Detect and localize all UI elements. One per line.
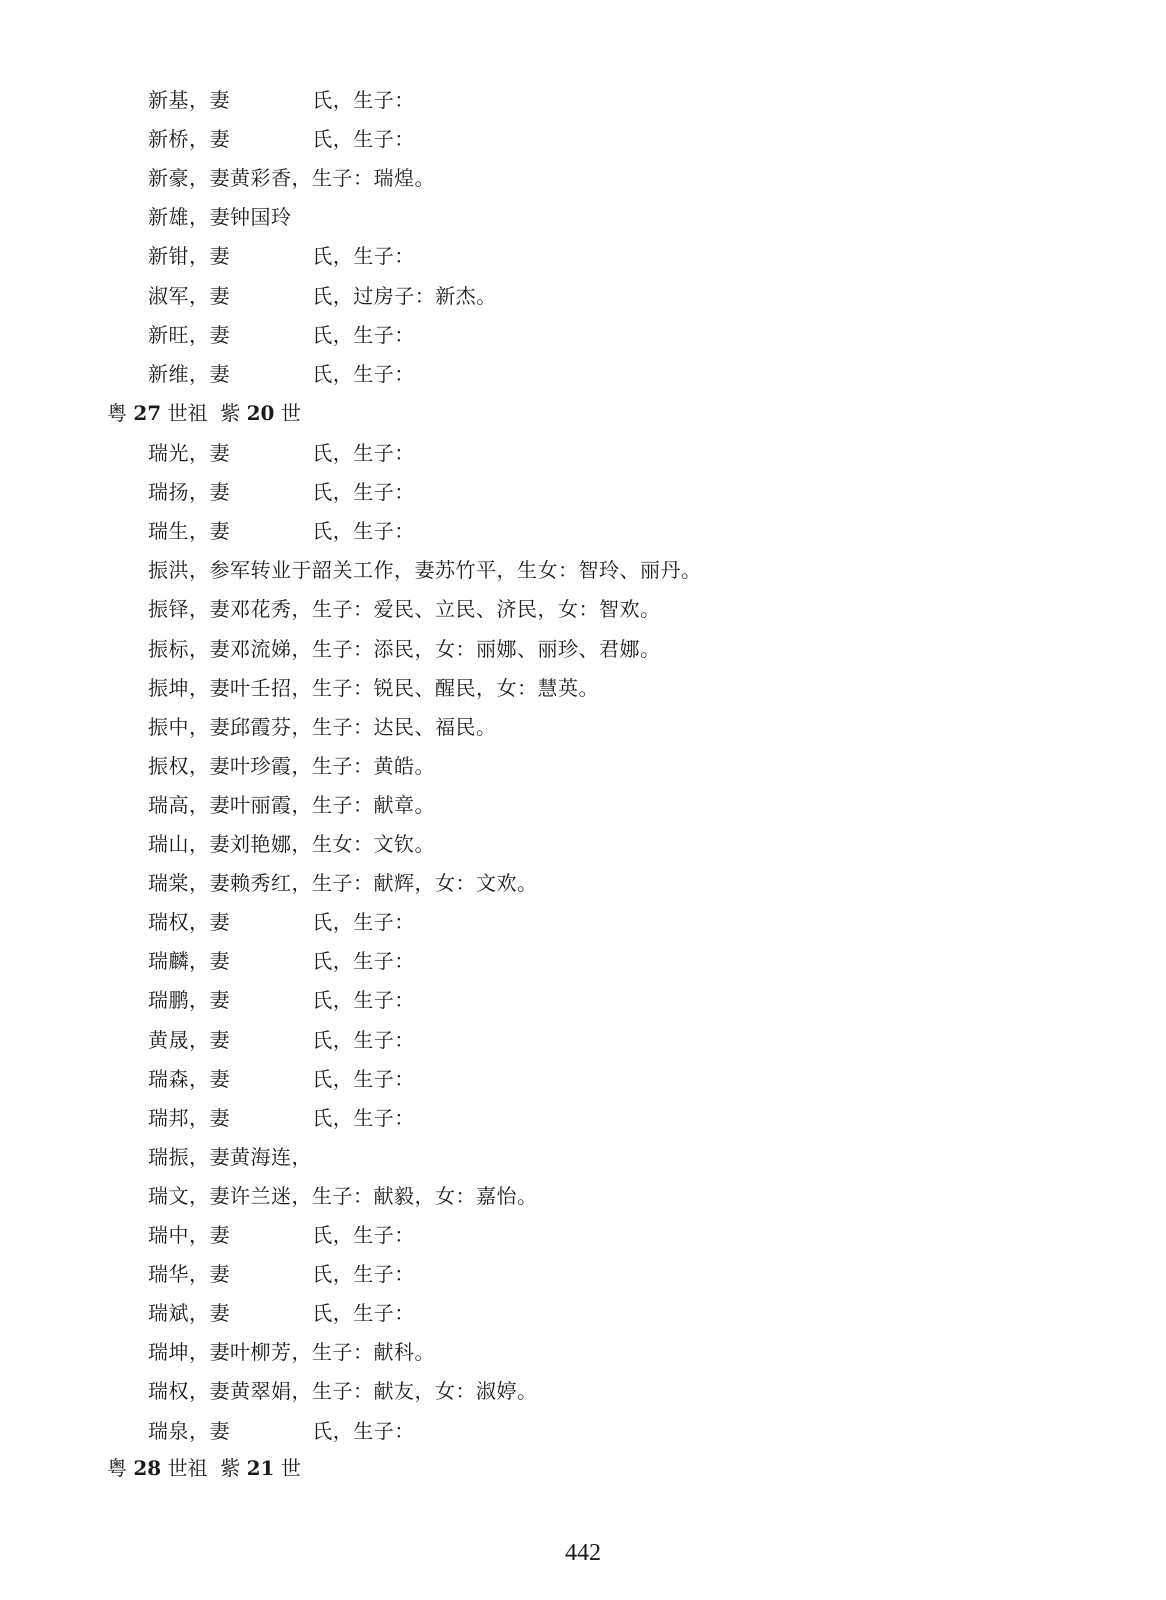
generation-heading-28 [107,1455,301,1481]
heading-label-a: 世祖 [167,401,208,425]
genealogy-entry: 新旺，妻 氏，生子： [148,322,415,347]
genealogy-entry: 瑞森，妻 氏，生子： [148,1066,415,1091]
genealogy-entry: 振中，妻邱霞芬，生子：达民、福民。 [148,714,497,739]
genealogy-entry: 黄晟，妻 氏，生子： [148,1027,415,1052]
heading-prefix: 粤 [107,401,127,425]
genealogy-entry: 新桥，妻 氏，生子： [148,127,415,152]
genealogy-entry: 瑞振，妻黄海连， [148,1144,312,1169]
genealogy-entry: 振标，妻邓流娣，生子：添民，女：丽娜、丽珍、君娜。 [148,636,661,661]
genealogy-entry: 瑞华，妻 氏，生子： [148,1262,415,1287]
heading-middle: 紫 [220,401,241,425]
page-number: 442 [565,1540,601,1566]
genealogy-entry: 振铎，妻邓花秀，生子：爱民、立民、济民，女：智欢。 [148,597,661,622]
genealogy-entry: 振坤，妻叶壬招，生子：锐民、醒民，女：慧英。 [148,675,599,700]
genealogy-entry: 淑军，妻 氏，过房子：新杰。 [148,283,497,308]
genealogy-entry: 瑞斌，妻 氏，生子： [148,1301,415,1326]
genealogy-entry: 振洪，参军转业于韶关工作，妻苏竹平，生女：智玲、丽丹。 [148,558,702,583]
genealogy-entry: 瑞坤，妻叶柳芳，生子：献科。 [148,1340,435,1365]
genealogy-entry: 瑞文，妻许兰迷，生子：献毅，女：嘉怡。 [148,1183,538,1208]
heading-generation-b: 20 [246,401,275,425]
heading-generation-a: 28 [133,1456,162,1480]
genealogy-entry: 瑞邦，妻 氏，生子： [148,1105,415,1130]
genealogy-entry: 新钳，妻 氏，生子： [148,244,415,269]
heading-label-b: 世 [280,1456,301,1480]
genealogy-entry: 瑞高，妻叶丽霞，生子：献章。 [148,792,435,817]
genealogy-entry: 瑞中，妻 氏，生子： [148,1223,415,1247]
genealogy-entry: 瑞鹏，妻 氏，生子： [148,988,415,1013]
genealogy-entry: 新维，妻 氏，生子： [148,361,415,386]
genealogy-entry: 瑞麟，妻 氏，生子： [148,949,415,974]
genealogy-entry: 瑞扬，妻 氏，生子： [148,480,415,505]
genealogy-entry: 新基，妻 氏，生子： [148,88,415,112]
heading-prefix: 粤 [107,1456,127,1480]
heading-label-a: 世祖 [167,1456,208,1480]
genealogy-entry: 瑞山，妻刘艳娜，生女：文钦。 [148,832,435,856]
genealogy-entry: 瑞泉，妻 氏，生子： [148,1418,415,1443]
genealogy-entry: 瑞光，妻 氏，生子： [148,441,415,465]
genealogy-entry: 瑞棠，妻赖秀红，生子：献辉，女：文欢。 [148,871,538,896]
genealogy-entry: 新豪，妻黄彩香，生子：瑞煌。 [148,166,435,191]
genealogy-entry: 瑞权，妻黄翠娟，生子：献友，女：淑婷。 [148,1379,538,1404]
genealogy-entry: 瑞生，妻 氏，生子： [148,519,415,544]
genealogy-entry: 振权，妻叶珍霞，生子：黄皓。 [148,753,435,778]
heading-generation-a: 27 [133,401,162,425]
heading-middle: 紫 [220,1456,241,1480]
genealogy-entry: 新雄，妻钟国玲 [148,205,292,230]
heading-label-b: 世 [280,401,301,425]
genealogy-entry: 瑞权，妻 氏，生子： [148,910,415,935]
generation-heading-27 [107,400,301,426]
heading-generation-b: 21 [246,1456,275,1480]
